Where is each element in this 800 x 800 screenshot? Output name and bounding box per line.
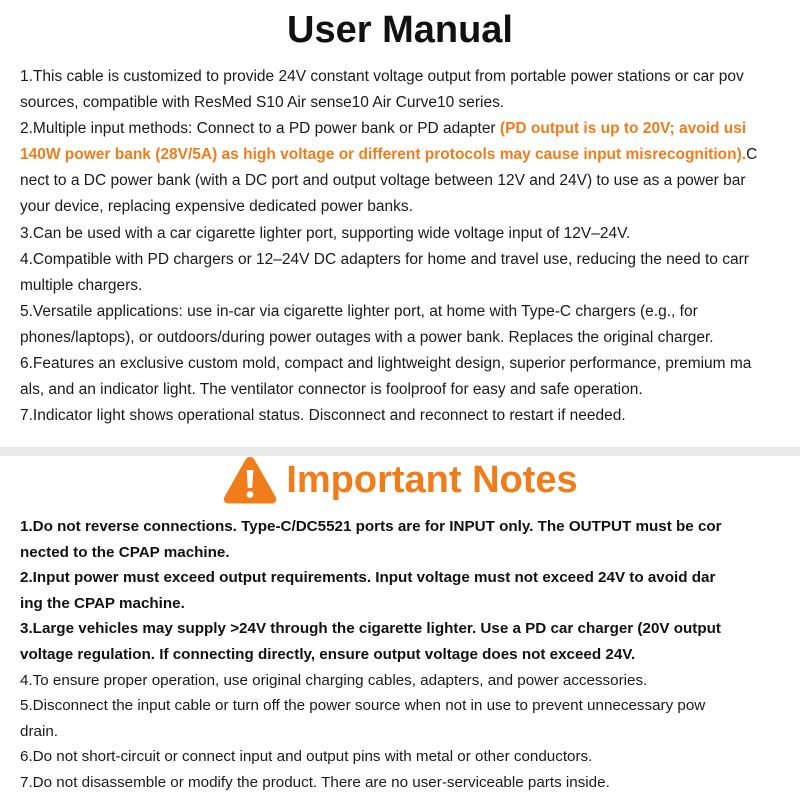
manual-line: nect to a DC power bank (with a DC port and output voltage between 12V and 24V) to use as a power bar — [20, 172, 746, 190]
page-title: User Manual — [287, 9, 513, 51]
manual-line — [20, 142, 800, 168]
manual-line: 3.Can be used with a car cigarette lighter port, supporting wide voltage input of 12V–24V. — [20, 224, 631, 242]
manual-list — [20, 64, 800, 429]
manual-text: 2.Multiple input methods: Connect to a PD power bank or PD adapter — [20, 120, 500, 138]
note-line: 7.Do not disassemble or modify the product. There are no user-serviceable parts inside. — [20, 773, 610, 791]
manual-line: 6.Features an exclusive custom mold, compact and lightweight design, superior performance, premium ma — [20, 355, 752, 373]
note-line: 1.Do not reverse connections. Type-C/DC5521 ports are for INPUT only. The OUTPUT must be cor — [20, 518, 722, 535]
notes-title: Important Notes — [286, 459, 578, 501]
manual-line: sources, compatible with ResMed S10 Air sense10 Air Curve10 series. — [20, 94, 505, 112]
note-line: voltage regulation. If connecting directly, ensure output voltage does not exceed 24V. — [20, 645, 636, 663]
note-line: 5.Disconnect the input cable or turn off the power source when not in use to prevent unnecessary pow — [20, 697, 706, 715]
note-line: 6.Do not short-circuit or connect input and output pins with metal or other conductors. — [20, 748, 593, 766]
notes-heading — [0, 452, 800, 508]
manual-line: 5.Versatile applications: use in-car via cigarette lighter port, at home with Type-C chargers (e.g., for — [20, 302, 698, 320]
manual-text: C — [746, 146, 758, 164]
note-line: 2.Input power must exceed output requirements. Input voltage must not exceed 24V to avoid dar — [20, 569, 716, 587]
manual-line: multiple chargers. — [20, 276, 143, 294]
note-line: drain. — [20, 722, 58, 740]
manual-line: 1.This cable is customized to provide 24V constant voltage output from portable power stations or car pov — [20, 68, 744, 85]
warning-triangle-icon — [222, 454, 278, 506]
manual-line: als, and an indicator light. The ventilator connector is foolproof for easy and safe operation. — [20, 381, 643, 399]
manual-line — [20, 116, 800, 142]
manual-line: 7.Indicator light shows operational status. Disconnect and reconnect to restart if needed. — [20, 407, 626, 425]
note-line: nected to the CPAP machine. — [20, 543, 230, 561]
note-line: 3.Large vehicles may supply >24V through the cigarette lighter. Use a PD car charger (20V output — [20, 620, 721, 638]
note-line: 4.To ensure proper operation, use original charging cables, adapters, and power accessories. — [20, 671, 648, 689]
manual-line: 4.Compatible with PD chargers or 12–24V DC adapters for home and travel use, reducing the need to carr — [20, 250, 749, 268]
manual-line: phones/laptops), or outdoors/during power outages with a power bank. Replaces the original charger. — [20, 328, 714, 346]
highlight-text: 140W power bank (28V/5A) as high voltage or different protocols may cause input misrecognition). — [20, 146, 747, 164]
note-line: ing the CPAP machine. — [20, 594, 185, 612]
highlight-text: (PD output is up to 20V; avoid usi — [499, 120, 747, 138]
notes-list — [20, 514, 800, 796]
manual-line: your device, replacing expensive dedicated power banks. — [20, 198, 413, 216]
